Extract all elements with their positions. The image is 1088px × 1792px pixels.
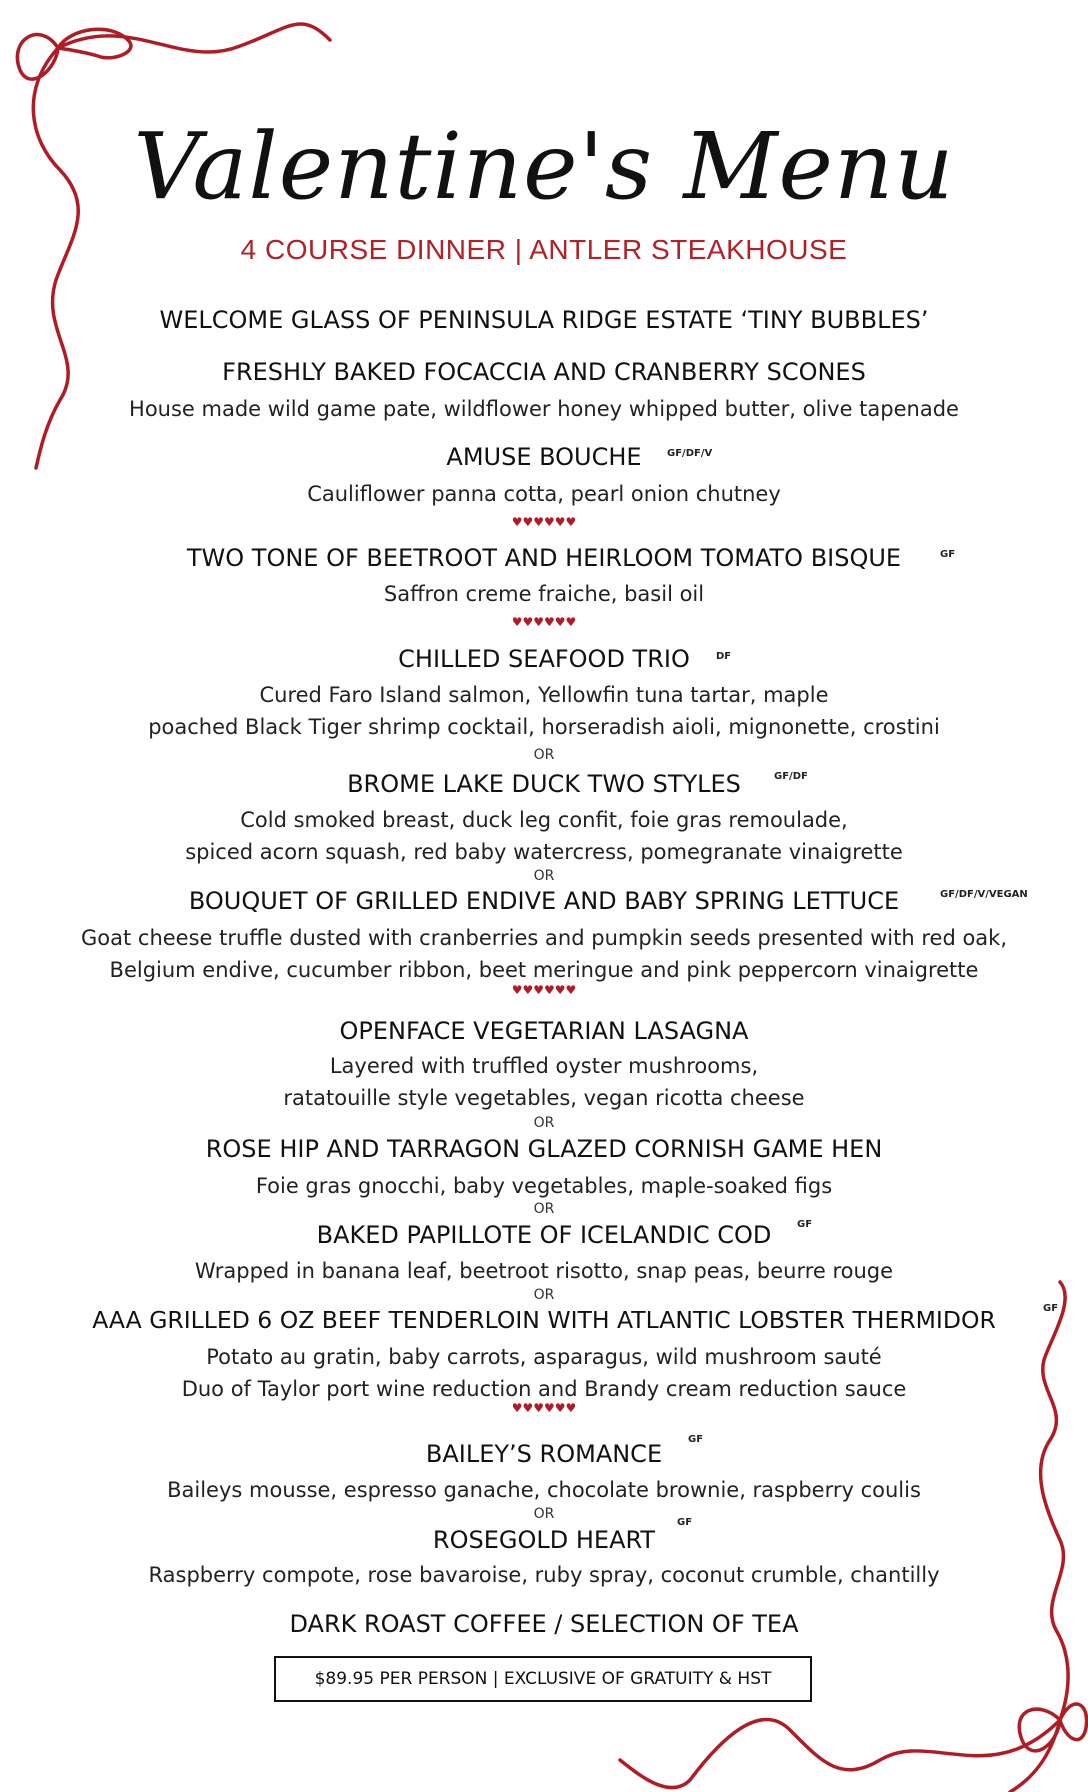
or-separator: OR (533, 747, 555, 763)
appetizer-description: Cured Faro Island salmon, Yellowfin tuna tartar, maple (259, 683, 829, 707)
main-heading: OPENFACE VEGETARIAN LASAGNA (339, 1017, 749, 1045)
main-description: Foie gras gnocchi, baby vegetables, maple-soaked figs (255, 1174, 833, 1198)
hearts-divider: ♥♥♥♥♥♥ (511, 515, 577, 529)
soup-heading: TWO TONE OF BEETROOT AND HEIRLOOM TOMATO BISQUE (186, 544, 902, 572)
menu-title: Valentine's Menu (133, 113, 955, 220)
main-heading: AAA GRILLED 6 OZ BEEF TENDERLOIN WITH ATLANTIC LOBSTER THERMIDOR (92, 1306, 996, 1334)
bread-description: House made wild game pate, wildflower honey whipped butter, olive tapenade (129, 397, 959, 421)
appetizer-heading: CHILLED SEAFOOD TRIO (398, 645, 690, 673)
appetizer-diet-tag: DF (716, 651, 732, 662)
coffee-heading: DARK ROAST COFFEE / SELECTION OF TEA (289, 1610, 799, 1638)
main-diet-tag: GF (1043, 1303, 1059, 1314)
appetizer-diet-tag: GF/DF/V/VEGAN (940, 889, 1028, 900)
appetizer-description: Goat cheese truffle dusted with cranberries and pumpkin seeds presented with red oak, (81, 926, 1007, 950)
hearts-divider: ♥♥♥♥♥♥ (511, 615, 577, 629)
appetizer-description: poached Black Tiger shrimp cocktail, horseradish aioli, mignonette, crostini (148, 715, 940, 739)
menu-subtitle: 4 COURSE DINNER | ANTLER STEAKHOUSE (240, 234, 848, 265)
or-separator: OR (533, 1287, 555, 1303)
main-description: Layered with truffled oyster mushrooms, (329, 1054, 759, 1078)
price-text: $89.95 PER PERSON | EXCLUSIVE OF GRATUITY & HST (314, 1669, 772, 1689)
or-separator: OR (533, 1506, 555, 1522)
main-description: Wrapped in banana leaf, beetroot risotto, snap peas, beurre rouge (194, 1259, 894, 1283)
welcome-heading: WELCOME GLASS OF PENINSULA RIDGE ESTATE ‘TINY BUBBLES’ (159, 306, 929, 334)
main-heading: BAKED PAPILLOTE OF ICELANDIC COD (316, 1221, 772, 1249)
main-description: Potato au gratin, baby carrots, asparagus, wild mushroom sauté (206, 1345, 882, 1369)
dessert-description: Raspberry compote, rose bavaroise, ruby spray, coconut crumble, chantilly (148, 1563, 940, 1587)
main-diet-tag: GF (797, 1219, 813, 1230)
appetizer-description: Cold smoked breast, duck leg confit, foie gras remoulade, (240, 808, 848, 832)
hearts-divider: ♥♥♥♥♥♥ (511, 1401, 577, 1415)
appetizer-heading: BROME LAKE DUCK TWO STYLES (347, 770, 741, 798)
amuse-heading: AMUSE BOUCHE (446, 443, 642, 471)
dessert-description: Baileys mousse, espresso ganache, chocolate brownie, raspberry coulis (167, 1478, 921, 1502)
or-separator: OR (533, 1115, 555, 1131)
dessert-heading: BAILEY’S ROMANCE (425, 1440, 663, 1468)
or-separator: OR (533, 868, 555, 884)
soup-diet-tag: GF (940, 549, 956, 560)
appetizer-description: spiced acorn squash, red baby watercress, pomegranate vinaigrette (185, 840, 903, 864)
price-box (274, 1656, 812, 1702)
dessert-heading: ROSEGOLD HEART (432, 1526, 656, 1554)
appetizer-description: Belgium endive, cucumber ribbon, beet meringue and pink peppercorn vinaigrette (109, 958, 979, 982)
main-description: ratatouille style vegetables, vegan ricotta cheese (283, 1086, 805, 1110)
dessert-diet-tag: GF (677, 1517, 693, 1528)
amuse-description: Cauliflower panna cotta, pearl onion chutney (307, 482, 781, 506)
dessert-diet-tag: GF (688, 1434, 704, 1445)
main-description: Duo of Taylor port wine reduction and Brandy cream reduction sauce (181, 1377, 907, 1401)
hearts-divider: ♥♥♥♥♥♥ (511, 983, 577, 997)
soup-description: Saffron creme fraiche, basil oil (383, 582, 705, 606)
appetizer-heading: BOUQUET OF GRILLED ENDIVE AND BABY SPRING LETTUCE (188, 887, 900, 915)
or-separator: OR (533, 1201, 555, 1217)
bread-heading: FRESHLY BAKED FOCACCIA AND CRANBERRY SCONES (222, 358, 866, 386)
amuse-diet-tag: GF/DF/V (667, 448, 713, 459)
main-heading: ROSE HIP AND TARRAGON GLAZED CORNISH GAME HEN (205, 1135, 883, 1163)
appetizer-diet-tag: GF/DF (774, 771, 808, 782)
